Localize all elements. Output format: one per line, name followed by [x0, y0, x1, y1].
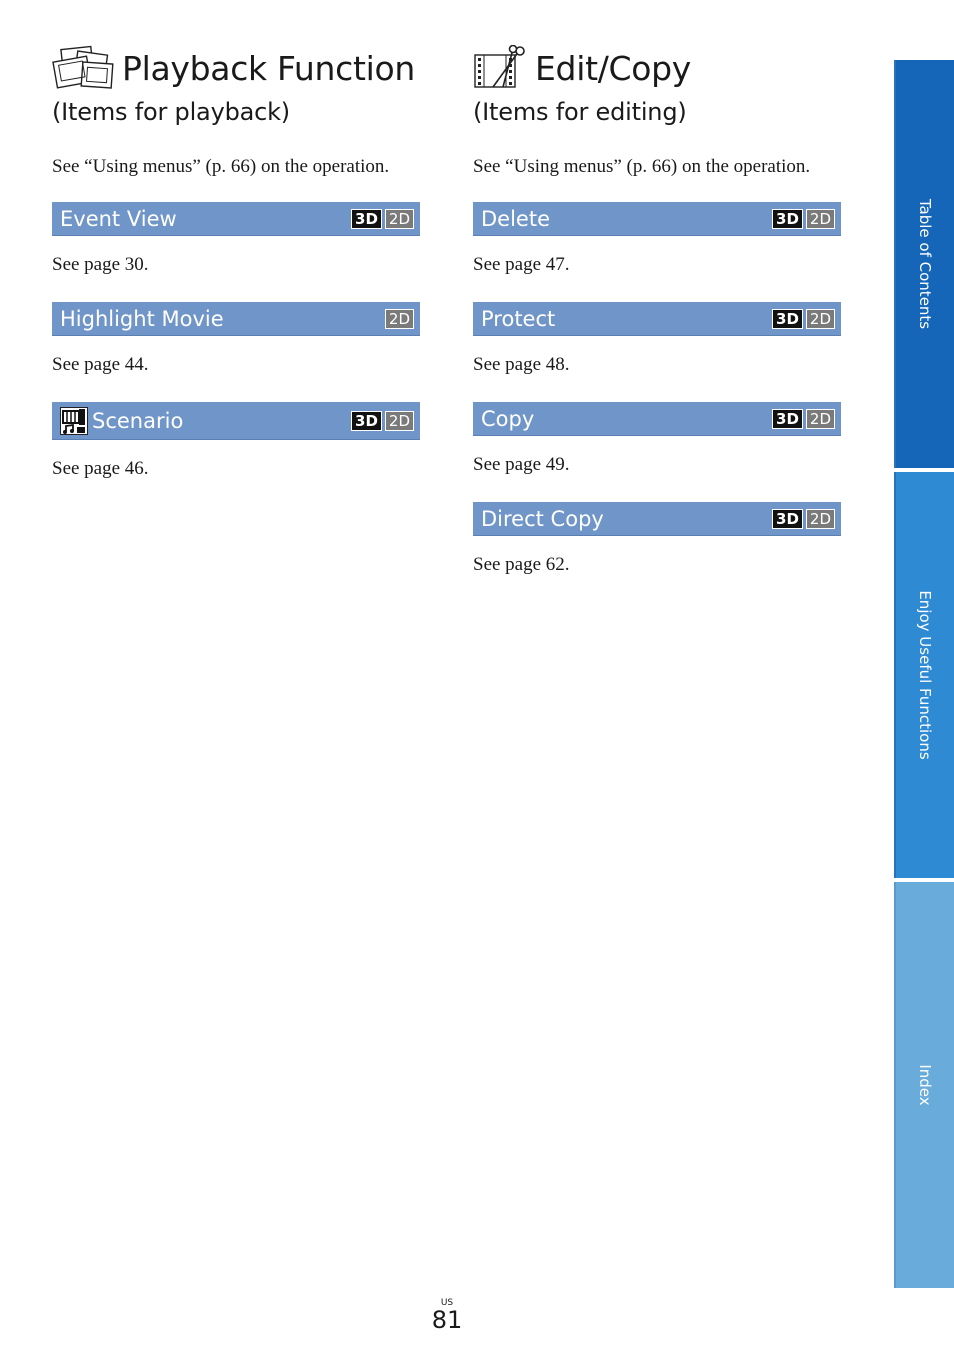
badge-3d: 3D: [351, 209, 382, 229]
menu-item-label: Highlight Movie: [60, 306, 224, 331]
menu-item-copy[interactable]: [473, 402, 841, 436]
tab-label: Table of Contents: [916, 198, 934, 330]
page-reference: See page 62.: [473, 554, 570, 575]
tab-label: Index: [916, 1064, 934, 1106]
playback-subtitle: (Items for playback): [52, 98, 290, 126]
page-reference: See page 49.: [473, 454, 570, 475]
page-title: Edit/Copy: [535, 48, 692, 88]
tab-index[interactable]: [894, 882, 954, 1288]
region-code: US: [440, 1298, 454, 1308]
menu-item-label: Direct Copy: [481, 506, 604, 531]
edit-heading: [473, 40, 843, 96]
page-title: Playback Function: [122, 48, 415, 88]
tab-label: Enjoy Useful Functions: [916, 590, 934, 760]
playback-photos-icon: [52, 45, 116, 91]
playback-section: [52, 40, 422, 480]
badge-2d: 2D: [806, 209, 835, 229]
tab-table-of-contents[interactable]: [894, 60, 954, 468]
menu-item-scenario[interactable]: [52, 402, 420, 440]
menu-item-label: Scenario: [92, 408, 184, 433]
edit-film-scissors-icon: [473, 45, 527, 91]
edit-subtitle: (Items for editing): [473, 98, 687, 126]
menu-item-direct-copy[interactable]: [473, 502, 841, 536]
page-number-value: 81: [431, 1306, 463, 1334]
badge-3d: 3D: [772, 509, 803, 529]
menu-item-delete[interactable]: [473, 202, 841, 236]
page-reference: See page 44.: [52, 354, 149, 375]
edit-section: [473, 40, 843, 576]
menu-item-highlight-movie[interactable]: [52, 302, 420, 336]
page-reference: See page 47.: [473, 254, 570, 275]
edit-note: See “Using menus” (p. 66) on the operation.: [473, 156, 811, 177]
menu-item-label: Copy: [481, 406, 535, 431]
badge-2d: 2D: [385, 411, 414, 431]
badge-2d: 2D: [806, 509, 835, 529]
playback-note: See “Using menus” (p. 66) on the operation.: [52, 156, 390, 177]
badge-3d: 3D: [772, 409, 803, 429]
page-reference: See page 46.: [52, 458, 149, 479]
badge-2d: 2D: [385, 209, 414, 229]
tab-enjoy-useful-functions[interactable]: [894, 472, 954, 878]
page-reference: See page 30.: [52, 254, 149, 275]
badge-3d: 3D: [351, 411, 382, 431]
page-number: [430, 1298, 464, 1332]
menu-item-label: Protect: [481, 306, 556, 331]
badge-3d: 3D: [772, 209, 803, 229]
badge-2d: 2D: [806, 409, 835, 429]
playback-heading: [52, 40, 422, 96]
menu-item-event-view[interactable]: [52, 202, 420, 236]
menu-item-protect[interactable]: [473, 302, 841, 336]
scenario-icon: [60, 407, 88, 435]
page-reference: See page 48.: [473, 354, 570, 375]
menu-item-label: Event View: [60, 206, 177, 231]
menu-item-label: Delete: [481, 206, 550, 231]
badge-2d: 2D: [806, 309, 835, 329]
menu-item-label-wrap: [60, 407, 183, 435]
badge-3d: 3D: [772, 309, 803, 329]
badge-2d: 2D: [385, 309, 414, 329]
